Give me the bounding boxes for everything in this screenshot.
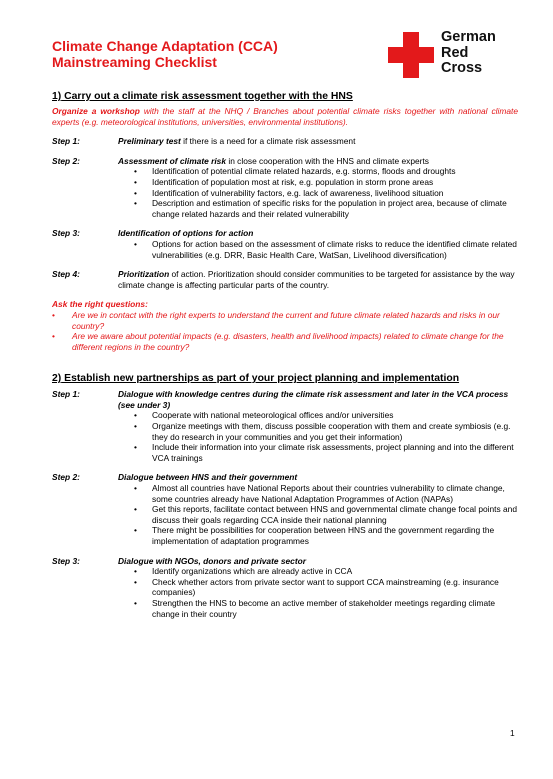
- logo-wordmark: [441, 30, 496, 77]
- question-item: • Are we aware about potential impacts (e.g. disasters, health and livelihood impacts) related to climate change for the different regions in the country?: [52, 331, 504, 352]
- step-label: Step 2:: [52, 155, 80, 166]
- step-lead: Prioritization: [118, 269, 170, 280]
- list-item: • Include their information into your climate risk assessments, project planning and into the different VCA trainings: [134, 442, 514, 463]
- s1-step-3: [52, 228, 518, 260]
- section-1-heading: [52, 90, 518, 103]
- list-item: • Identification of vulnerability factors, e.g. lack of awareness, livelihood situation: [134, 187, 444, 198]
- s2-step-2: [52, 472, 518, 546]
- step-lead: Preliminary test: [118, 136, 181, 147]
- step-label: Step 1:: [52, 136, 80, 147]
- step-text: of action. Prioritization should consider communities to be targeted for assistance by the way climate change is affecting particular parts of the country.: [118, 269, 515, 290]
- step-heading: Dialogue with knowledge centres during the climate risk assessment and later in the VCA process (see under 3): [118, 389, 509, 410]
- step-lead: Assessment of climate risk: [118, 155, 226, 166]
- intro-emphasis: Organize a workshop: [52, 106, 140, 116]
- section-2-number: 2): [52, 373, 62, 385]
- step-label: Step 2:: [52, 472, 80, 483]
- document-title: [52, 38, 278, 70]
- red-cross-icon: [388, 32, 434, 78]
- list-item: • Description and estimation of specific risks for the population in project area, because of climate change related hazards and their related vulnerability: [134, 198, 507, 219]
- list-item: • Identification of population most at risk, e.g. population in storm prone areas: [134, 176, 434, 187]
- page-number: 1: [510, 728, 515, 738]
- title-line-2: Mainstreaming Checklist: [52, 54, 217, 70]
- s1-step-1: [52, 136, 518, 147]
- list-item: • There might be possibilities for cooperation between HNS and the government regarding the implementation of adaptation programmes: [134, 525, 495, 546]
- step-label: Step 4:: [52, 269, 80, 280]
- list-item: • Check whether actors from private sector want to support CCA mainstreaming (e.g. insurance companies): [134, 576, 499, 598]
- questions-block: [52, 299, 518, 352]
- list-item: • Organize meetings with them, discuss possible cooperation with them and create symbiosis (e.g. they do research in your communities and you get their information): [134, 421, 511, 442]
- logo-line-2: Red: [441, 44, 469, 61]
- list-item: • Identify organizations which are already active in CCA: [134, 566, 353, 577]
- section-2-title: Establish new partnerships as part of your project planning and implementation: [61, 373, 460, 385]
- s1-step-2: [52, 156, 518, 220]
- step-heading: Dialogue with NGOs, donors and private sector: [118, 555, 307, 566]
- step-heading: Dialogue between HNS and their government: [118, 472, 298, 483]
- list-item: • Options for action based on the assessment of climate risks to reduce the identified climate related vulnerabilities (e.g. DRR, Basic Health Care, WatSan, Livelihood diversification): [134, 238, 517, 260]
- step-lead: Identification of options for action: [118, 228, 254, 239]
- s2-step-1: [52, 389, 518, 463]
- step-label: Step 1:: [52, 389, 80, 400]
- list-item: • Identification of potential climate related hazards, e.g. storms, floods and droughts: [134, 166, 456, 177]
- title-line-1: Climate Change Adaptation (CCA): [52, 38, 278, 54]
- list-item: • Get this reports, facilitate contact between HNS and governmental climate change focal points and discuss their goals regarding CCA inside their national planning: [134, 504, 517, 525]
- step-text: in close cooperation with the HNS and climate experts: [226, 155, 429, 166]
- list-item: • Almost all countries have National Reports about their countries vulnerability to climate change, some countries already have National Adaptation Programmes of Action (NAPAs): [134, 483, 505, 504]
- question-item: • Are we in contact with the right experts to understand the current and future climate related hazards and risks in our country?: [52, 309, 500, 331]
- logo-line-3: Cross: [441, 60, 483, 76]
- s1-step-4: [52, 269, 518, 290]
- section-2-heading: [52, 372, 518, 385]
- section-1-number: 1): [52, 91, 62, 102]
- step-text: if there is a need for a climate risk assessment: [180, 136, 356, 147]
- s2-step-3: [52, 556, 518, 620]
- list-item: • Strengthen the HNS to become an active member of stakeholder meetings regarding climate change in their country: [134, 597, 496, 619]
- intro-text: with the staff at the NHQ / Branches about potential climate risks together with national climate experts (e.g. meteorological institutions, universities, environmental institutions).: [52, 106, 519, 127]
- step-label: Step 3:: [52, 228, 80, 239]
- list-item: • Cooperate with national meteorological offices and/or universities: [134, 410, 394, 421]
- questions-heading: Ask the right questions:: [52, 299, 148, 310]
- document-body: [52, 90, 518, 619]
- step-label: Step 3:: [52, 555, 80, 566]
- logo-line-1: German: [441, 29, 496, 45]
- section-1-intro: [52, 106, 518, 127]
- section-1-title: Carry out a climate risk assessment together with the HNS: [61, 91, 353, 102]
